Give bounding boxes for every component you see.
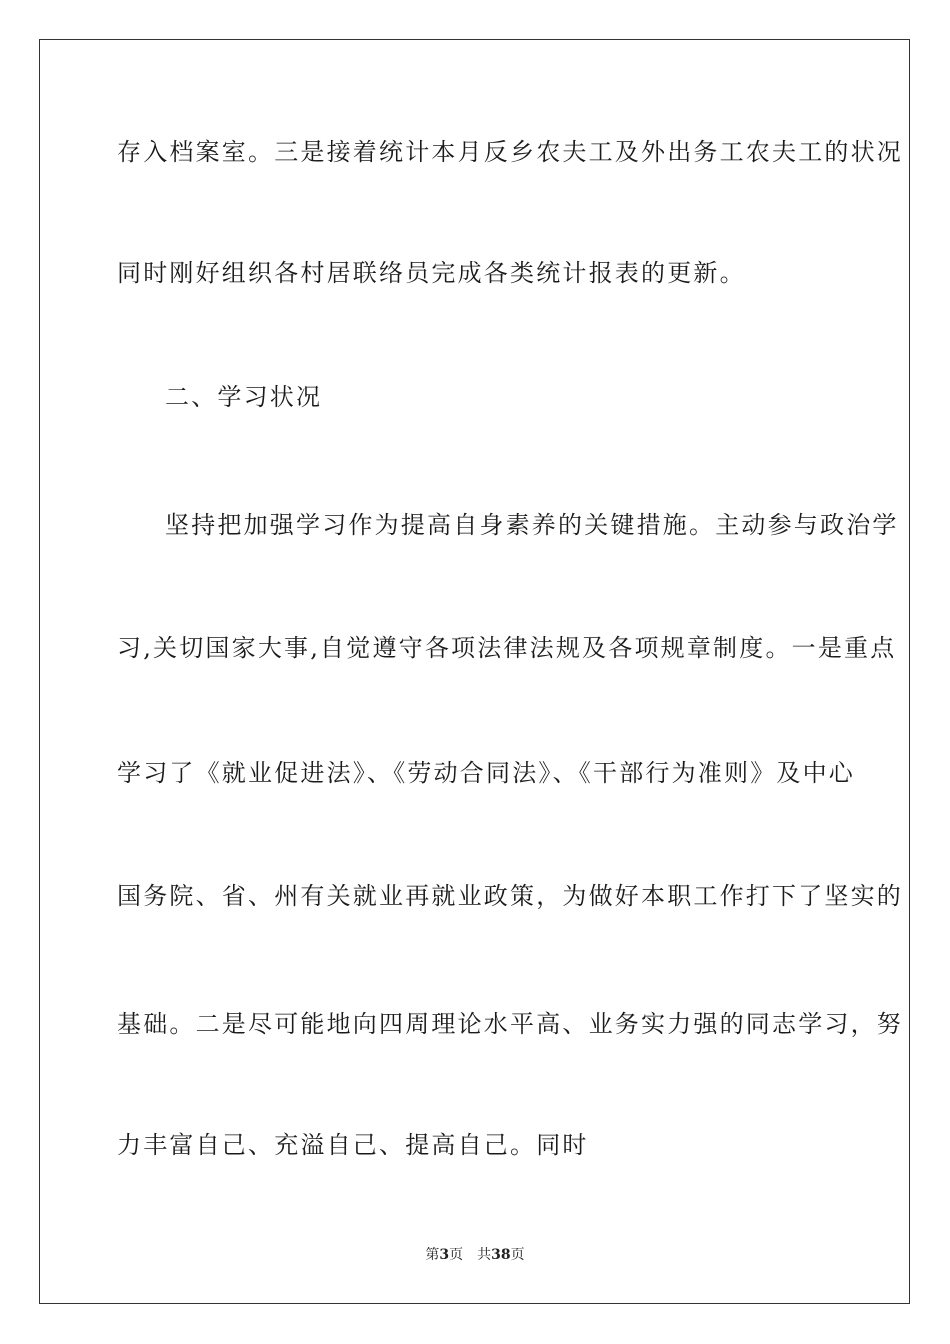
body-line-5: 习,关切国家大事,自觉遵守各项法律法规及各项规章制度。一是重点: [117, 634, 897, 662]
body-line-7: 国务院、省、州有关就业再就业政策，为做好本职工作打下了坚实的: [117, 882, 903, 910]
body-line-4: 坚持把加强学习作为提高自身素养的关键措施。主动参与政治学: [165, 511, 899, 539]
footer-page-mid: 页 共: [449, 1247, 492, 1263]
footer-page-prefix: 第: [425, 1247, 440, 1263]
body-line-9: 力丰富自己、充溢自己、提高自己。同时: [117, 1131, 589, 1159]
body-line-2: 同时刚好组织各村居联络员完成各类统计报表的更新。: [117, 259, 746, 287]
body-line-1: 存入档案室。三是接着统计本月反乡农夫工及外出务工农夫工的状况: [117, 138, 903, 166]
footer-page-total: 38: [491, 1247, 511, 1263]
footer-page-suffix: 页: [510, 1247, 525, 1263]
page-border: [39, 39, 910, 1304]
page-footer: [0, 1246, 950, 1264]
body-line-6: 学习了《就业促进法》、《劳动合同法》、《干部行为准则》及中心: [117, 759, 855, 787]
section-heading-study: 二、学习状况: [165, 383, 323, 411]
body-line-8: 基础。二是尽可能地向四周理论水平高、业务实力强的同志学习，努: [117, 1010, 903, 1038]
footer-page-current: 3: [439, 1247, 450, 1263]
